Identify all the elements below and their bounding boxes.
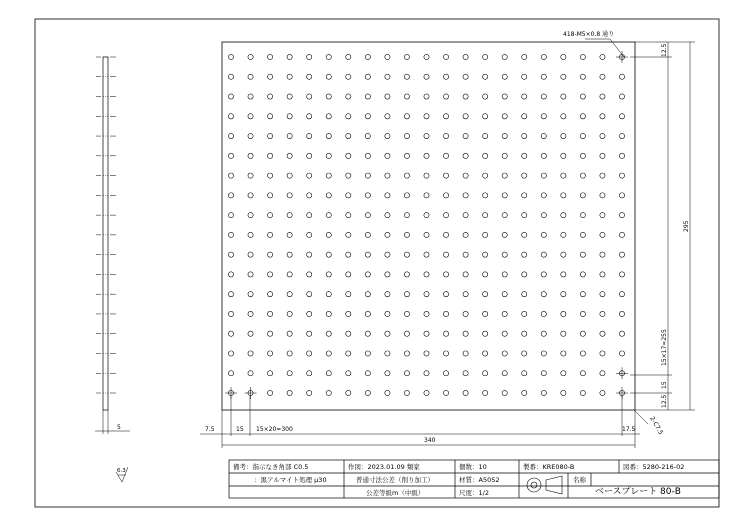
side-thickness-label: 5 [117,424,121,431]
note-anodize: ：黒アルマイト処理 μ30 [254,476,327,484]
dim-total-height: 295 [683,220,690,232]
dim-pitch-horizontal: 15×20=300 [256,426,293,433]
name-label: 名称 [573,476,586,484]
scale: 尺度：1/2 [459,489,489,497]
drawing-number: 図番：5280-216-02 [623,463,685,471]
dim-right-17-5: 17.5 [622,426,636,433]
hole-callout-text: 418-M5×0.8 通り [563,31,615,38]
note-corner: 備考：指示なき角部 C0.5 [233,463,309,471]
surface-finish-value: 6.3 [117,468,126,474]
dim-left-7-5: 7.5 [205,426,215,433]
quantity: 個数：10 [459,463,487,471]
chamfer-callout: 2-C7.5 [648,415,665,437]
tolerance-grade: 公差等級m（中級） [366,489,425,497]
part-name: ベースプレート 80-B [595,487,681,497]
product-number: 製番：KRE080-B [523,463,575,471]
dim-bottom-15: 15 [661,381,668,389]
dim-total-width: 340 [424,437,436,444]
created-date: 作図：2023.01.09 類家 [348,463,420,471]
dim-15: 15 [236,426,244,433]
tolerance-general: 普通寸法公差（削り加工） [356,476,434,484]
material: 材質：A5052 [459,476,500,484]
dim-top-right: 12.5 [661,43,668,57]
dim-pitch-vertical: 15×17=255 [661,329,668,366]
dim-bottom-12-5: 12.5 [661,394,668,408]
